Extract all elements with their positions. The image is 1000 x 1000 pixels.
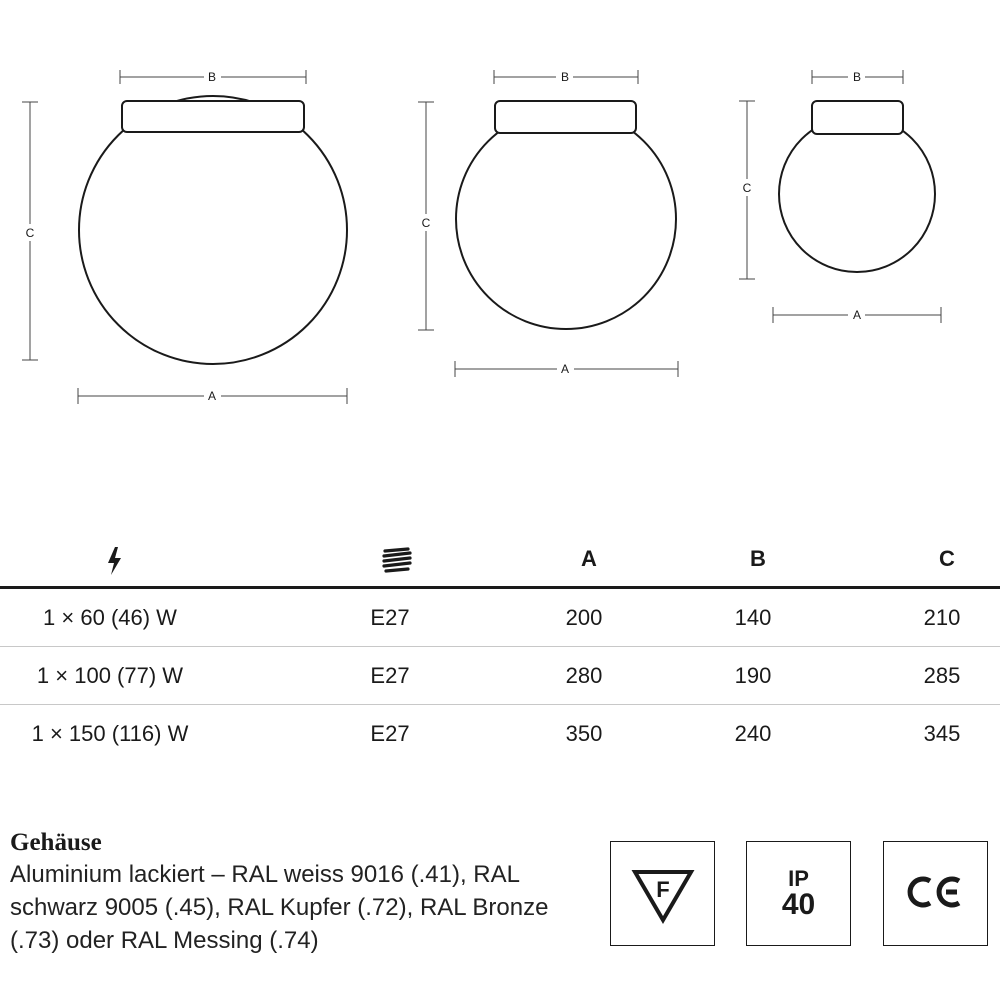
cell-b: 240	[734, 721, 772, 746]
globe-shape-small	[779, 116, 935, 272]
dimension-label-b: B	[207, 70, 217, 84]
dimension-b-small	[812, 69, 903, 85]
cell-c: 210	[923, 605, 961, 630]
lamp-socket-icon	[380, 546, 414, 576]
cell-socket: E27	[370, 663, 410, 688]
f-triangle-icon	[611, 842, 713, 944]
ip-value: 40	[781, 887, 816, 921]
dimension-a-large	[78, 388, 347, 404]
dimension-label-a: A	[560, 362, 570, 376]
canopy-shape-medium	[495, 101, 636, 133]
dimension-b-large	[120, 69, 306, 85]
header-b: B	[750, 546, 766, 571]
ce-mark-badge	[883, 841, 988, 946]
header-a: A	[581, 546, 597, 571]
technical-drawings	[0, 0, 1000, 470]
dimension-a-small	[773, 307, 941, 323]
housing-section	[10, 828, 600, 957]
dimension-c-medium	[418, 102, 434, 330]
canopy-shape-small	[812, 101, 903, 134]
table-header-row	[0, 530, 1000, 589]
cell-socket: E27	[370, 605, 410, 630]
canopy-shape-large	[122, 101, 304, 132]
cell-a: 200	[565, 605, 603, 630]
dimension-c-small	[739, 101, 755, 279]
cell-c: 345	[923, 721, 961, 746]
header-socket	[357, 546, 437, 576]
dimension-label-a: A	[207, 389, 217, 403]
drawing-small-globe	[739, 69, 941, 323]
ip-label: IP	[788, 865, 809, 891]
cell-a: 350	[565, 721, 603, 746]
dimension-label-a: A	[852, 308, 862, 322]
header-power	[75, 546, 155, 576]
ce-mark-icon	[884, 842, 986, 944]
housing-title: Gehäuse	[10, 829, 102, 856]
cell-b: 140	[734, 605, 772, 630]
cell-b: 190	[734, 663, 772, 688]
header-c: C	[939, 546, 955, 571]
dimension-label-c: C	[742, 181, 752, 195]
cell-a: 280	[565, 663, 603, 688]
table-row	[0, 647, 1000, 705]
dimension-label-b: B	[852, 70, 862, 84]
dimension-c-large	[22, 102, 38, 360]
drawing-medium-globe	[418, 69, 678, 377]
cell-socket: E27	[370, 721, 410, 746]
dimension-label-c: C	[421, 216, 431, 230]
cell-power: 1 × 60 (46) W	[43, 605, 177, 630]
cell-power: 1 × 150 (116) W	[31, 721, 189, 746]
cell-c: 285	[923, 663, 961, 688]
cell-power: 1 × 100 (77) W	[36, 663, 184, 688]
housing-description: Aluminium lackiert – RAL weiss 9016 (.41), RAL schwarz 9005 (.45), RAL Kupfer (.72), RAL Bronze (.73) oder RAL Messing (.74)	[10, 861, 549, 954]
ip-rating-badge	[746, 841, 851, 946]
f-mark-letter: F	[656, 877, 670, 902]
dimension-label-b: B	[560, 70, 570, 84]
table-row	[0, 705, 1000, 762]
dimension-b-medium	[494, 69, 638, 85]
drawing-large-globe	[22, 69, 347, 404]
globe-shape-large	[79, 96, 347, 364]
dimension-label-c: C	[25, 226, 35, 240]
specification-table	[0, 530, 1000, 762]
table-row	[0, 589, 1000, 647]
lightning-bolt-icon	[105, 546, 125, 576]
dimension-a-medium	[455, 361, 678, 377]
globe-shape-medium	[456, 109, 676, 329]
f-mark-badge	[610, 841, 715, 946]
